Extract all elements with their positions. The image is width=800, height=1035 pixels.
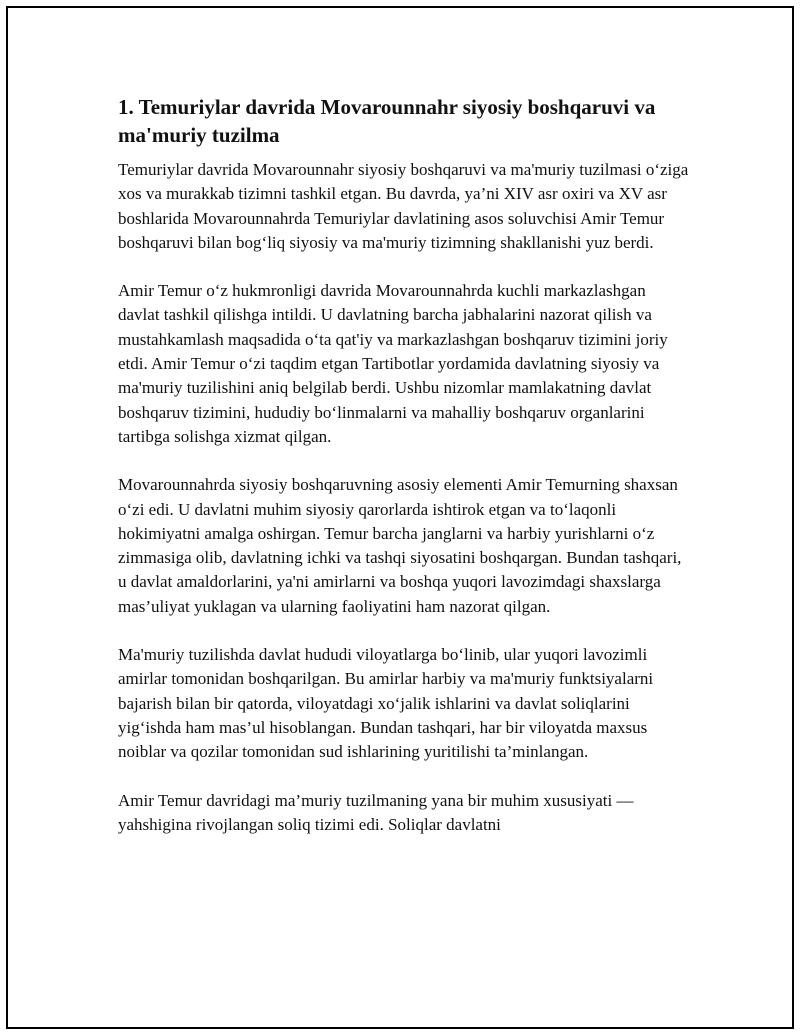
paragraph-4: Ma'muriy tuzilishda davlat hududi viloyatlarga bo‘linib, ular yuqori lavozimli amirlar tomonidan boshqarilgan. Bu amirlar harbiy va ma'muriy funktsiyalarni bajarish bilan bir qatorda, viloyatdagi xo‘jalik ishlarini va davlat soliqlarini yig‘ishda ham mas’ul hisoblangan. Bundan tashqari, har bir viloyatda maxsus noiblar va qozilar tomonidan sud ishlarining yuritilishi ta’minlangan. xyxy=(118,645,654,762)
section-heading: 1. Temuriylar davrida Movarounnahr siyosiy boshqaruvi va ma'muriy tuzilma xyxy=(118,95,656,147)
document-body xyxy=(118,93,690,861)
paragraph-2: Amir Temur o‘z hukmronligi davrida Movarounnahrda kuchli markazlashgan davlat tashkil qilishga intildi. U davlatning barcha jabhalarini nazorat qilish va mustahkamlash maqsadida o‘ta qat'iy va markazlashgan boshqaruv tizimini joriy etdi. Amir Temur o‘zi taqdim etgan Tartibotlar yordamida davlatning siyosiy va ma'muriy tuzilishini aniq belgilab berdi. Ushbu nizomlar mamlakatning davlat boshqaruv tizimini, hududiy bo‘linmalarni va mahalliy boshqaruv organlarini tartibga solishga xizmat qilgan. xyxy=(118,281,668,446)
paragraph-3: Movarounnahrda siyosiy boshqaruvning asosiy elementi Amir Temurning shaxsan o‘zi edi. U davlatni muhim siyosiy qarorlarda ishtirok etgan va to‘laqonli hokimiyatni amalga oshirgan. Temur barcha janglarni va harbiy yurishlarni o‘z zimmasiga olib, davlatning ichki va tashqi siyosatini boshqargan. Bundan tashqari, u davlat amaldorlarini, ya'ni amirlarni va boshqa yuqori lavozimdagi shaxslarga mas’uliyat yuklagan va ularning faoliyatini ham nazorat qilgan. xyxy=(118,475,682,616)
paragraph-5: Amir Temur davridagi ma’muriy tuzilmaning yana bir muhim xususiyati — yahshigina rivojlangan soliq tizimi edi. Soliqlar davlatni xyxy=(118,790,634,834)
paragraph-1: Temuriylar davrida Movarounnahr siyosiy boshqaruvi va ma'muriy tuzilmasi o‘ziga xos va murakkab tizimni tashkil etgan. Bu davrda, ya’ni XIV asr oxiri va XV asr boshlarida Movarounnahrda Temuriylar davlatining asos soluvchisi Amir Temur boshqaruvi bilan bog‘liq siyosiy va ma'muriy tizimning shakllanishi yuz berdi. xyxy=(118,160,689,252)
